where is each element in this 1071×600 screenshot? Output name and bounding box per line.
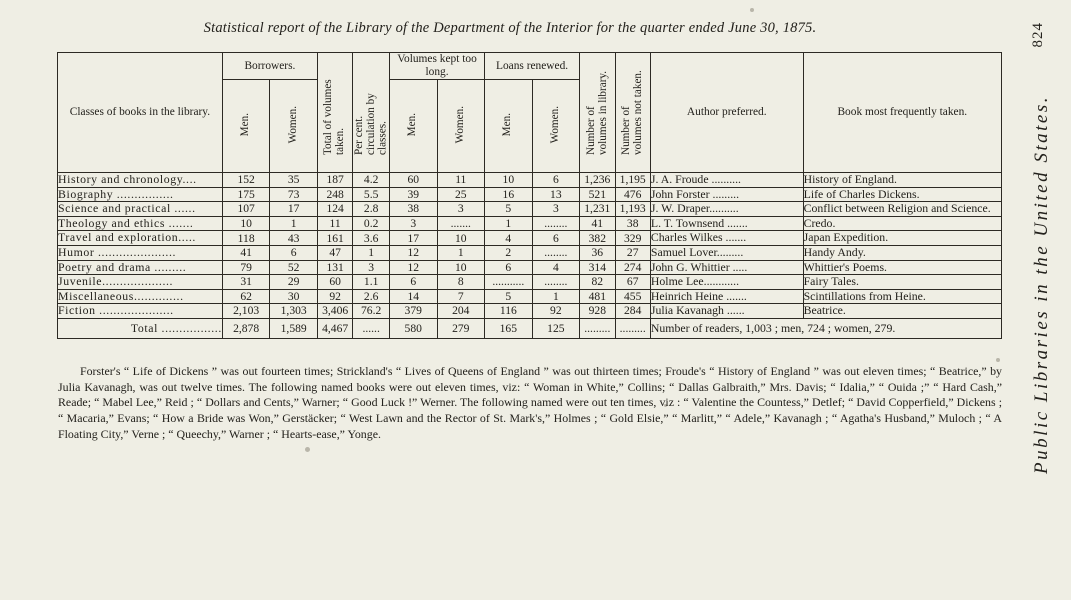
cell-total-kept-women: 279 [437, 318, 485, 339]
cell-borrowers-women: 17 [270, 202, 318, 217]
cell-total-renewed-women: 125 [532, 318, 580, 339]
table-head [58, 53, 1002, 173]
cell-book: Handy Andy. [803, 246, 1001, 261]
table-total-row [58, 318, 1002, 339]
running-head: Statistical report of the Library of the Department of the Interior for the quarter ended June 30, 1875. [203, 20, 817, 36]
cell-total-taken: 11 [317, 216, 352, 231]
cell-kept-women: 1 [437, 246, 485, 261]
cell-kept-men: 17 [389, 231, 437, 246]
cell-borrowers-men: 79 [222, 260, 270, 275]
cell-borrowers-men: 175 [222, 187, 270, 202]
cell-renewed-women: 4 [532, 260, 580, 275]
cell-total-summary: Number of readers, 1,003 ; men, 724 ; women, 279. [650, 318, 1001, 339]
cell-total-vols-not-taken: ......... [615, 318, 650, 339]
cell-renewed-women: 6 [532, 173, 580, 188]
cell-borrowers-men: 2,103 [222, 304, 270, 319]
cell-renewed-women: ........ [532, 246, 580, 261]
table-row [58, 202, 1002, 217]
cell-class: Poetry and drama ......... [58, 260, 223, 275]
cell-borrowers-women: 73 [270, 187, 318, 202]
table-row [58, 246, 1002, 261]
cell-renewed-men: 4 [485, 231, 533, 246]
col-header-total-volumes-taken: Total of volumes taken. [317, 53, 352, 173]
cell-kept-men: 60 [389, 173, 437, 188]
cell-renewed-women: ........ [532, 275, 580, 290]
side-running-title: Public Libraries in the United States. [1031, 95, 1052, 474]
cell-book: Conflict between Religion and Science. [803, 202, 1001, 217]
col-header-renewed-women: Women. [532, 80, 580, 173]
cell-renewed-women: 13 [532, 187, 580, 202]
cell-kept-men: 39 [389, 187, 437, 202]
cell-author: Samuel Lover......... [650, 246, 803, 261]
cell-per-cent: 0.2 [353, 216, 390, 231]
cell-vols-not-taken: 274 [615, 260, 650, 275]
cell-kept-women: 25 [437, 187, 485, 202]
cell-kept-men: 379 [389, 304, 437, 319]
cell-book: Beatrice. [803, 304, 1001, 319]
cell-vols-not-taken: 27 [615, 246, 650, 261]
cell-renewed-men: ........... [485, 275, 533, 290]
table-row [58, 173, 1002, 188]
cell-class: Theology and ethics ....... [58, 216, 223, 231]
cell-per-cent: 4.2 [353, 173, 390, 188]
cell-book: Scintillations from Heine. [803, 289, 1001, 304]
cell-class: Fiction ..................... [58, 304, 223, 319]
cell-per-cent: 5.5 [353, 187, 390, 202]
cell-total-taken: 3,406 [317, 304, 352, 319]
table-row [58, 187, 1002, 202]
cell-class: Humor ...................... [58, 246, 223, 261]
cell-per-cent: 2.8 [353, 202, 390, 217]
cell-per-cent: 1.1 [353, 275, 390, 290]
cell-borrowers-women: 30 [270, 289, 318, 304]
cell-renewed-men: 10 [485, 173, 533, 188]
cell-borrowers-men: 118 [222, 231, 270, 246]
cell-renewed-women: 92 [532, 304, 580, 319]
cell-vols-not-taken: 38 [615, 216, 650, 231]
table-row [58, 216, 1002, 231]
cell-class: Science and practical ...... [58, 202, 223, 217]
table-body [58, 173, 1002, 339]
paper-speck [996, 358, 1000, 362]
cell-renewed-men: 5 [485, 202, 533, 217]
cell-kept-men: 38 [389, 202, 437, 217]
cell-borrowers-men: 10 [222, 216, 270, 231]
cell-author: John Forster ......... [650, 187, 803, 202]
cell-total-taken: 47 [317, 246, 352, 261]
cell-kept-men: 12 [389, 246, 437, 261]
cell-total-taken: 131 [317, 260, 352, 275]
cell-class: History and chronology.... [58, 173, 223, 188]
paper-speck [305, 447, 310, 452]
cell-renewed-women: 3 [532, 202, 580, 217]
cell-vols-not-taken: 1,195 [615, 173, 650, 188]
cell-total-taken: 161 [317, 231, 352, 246]
cell-book: Whittier's Poems. [803, 260, 1001, 275]
col-header-volumes-in-library: Number of volumes in library. [580, 53, 615, 173]
cell-total-borrowers-men: 2,878 [222, 318, 270, 339]
cell-vols-in-library: 928 [580, 304, 615, 319]
statistical-table [57, 52, 1002, 339]
header-row-group [58, 53, 1002, 80]
cell-kept-women: 8 [437, 275, 485, 290]
cell-author: Heinrich Heine ....... [650, 289, 803, 304]
cell-author: J. W. Draper.......... [650, 202, 803, 217]
cell-vols-not-taken: 284 [615, 304, 650, 319]
cell-class: Travel and exploration..... [58, 231, 223, 246]
cell-vols-in-library: 1,236 [580, 173, 615, 188]
cell-class: Juvenile.................... [58, 275, 223, 290]
footnote-paragraph: Forster's “ Life of Dickens ” was out fourteen times; Strickland's “ Lives of Queens of England ” was out thirteen times; Froude's “ History of England ” was out eleven times; “ Beatrice,” by Julia Kavanagh, was out twelve times. The following named books were out eleven times, viz: “ Woman in White,” Collins; “ Dallas Galbraith,” Mrs. Davis; “ Idalia,” “ Ouida ;” “ Hard Cash,” Reade; “ Mabel Lee,” Reid ; “ Dollars and Cents,” Warner; “ Good Luck !” Werner. The following named were out ten times, viz : “ Valentine the Countess,” Detlef; “ David Copperfield,” Dickens ; “ Macaria,” Evans; “ How a Bride was Won,” Gerstäcker; “ West Lawn and the Rector of St. Mark's,” Holmes ; “ Gold Elsie,” “ Marlitt,” “ Adele,” Kavanagh ; “ Agatha's Husband,” Muloch ; “ A Floating City,” Verne ; “ Queechy,” Warner ; “ Hearts-ease,” Yonge. [58, 364, 1003, 441]
cell-borrowers-men: 152 [222, 173, 270, 188]
col-header-author-preferred: Author preferred. [650, 53, 803, 173]
cell-kept-men: 6 [389, 275, 437, 290]
table-row [58, 289, 1002, 304]
cell-vols-not-taken: 67 [615, 275, 650, 290]
cell-vols-in-library: 36 [580, 246, 615, 261]
table-row [58, 275, 1002, 290]
page-number: 824 [1030, 22, 1046, 48]
cell-vols-not-taken: 1,193 [615, 202, 650, 217]
cell-total-label: Total ................. [58, 318, 223, 339]
cell-vols-in-library: 1,231 [580, 202, 615, 217]
col-header-renewed-men: Men. [485, 80, 533, 173]
cell-kept-women: 3 [437, 202, 485, 217]
col-header-per-cent-circulation: Per cent. circulation by classes. [353, 53, 390, 173]
col-header-book-most-taken: Book most frequently taken. [803, 53, 1001, 173]
cell-class: Miscellaneous.............. [58, 289, 223, 304]
cell-author: J. A. Froude .......... [650, 173, 803, 188]
cell-borrowers-women: 6 [270, 246, 318, 261]
cell-book: History of England. [803, 173, 1001, 188]
cell-borrowers-women: 35 [270, 173, 318, 188]
col-header-volumes-not-taken: Number of volumes not taken. [615, 53, 650, 173]
cell-vols-in-library: 481 [580, 289, 615, 304]
cell-total-taken: 248 [317, 187, 352, 202]
cell-vols-not-taken: 455 [615, 289, 650, 304]
table-row [58, 304, 1002, 319]
cell-kept-men: 12 [389, 260, 437, 275]
table-row [58, 260, 1002, 275]
cell-total-taken: 187 [317, 173, 352, 188]
cell-borrowers-men: 62 [222, 289, 270, 304]
cell-vols-in-library: 314 [580, 260, 615, 275]
col-header-kept-women: Women. [437, 80, 485, 173]
cell-vols-in-library: 41 [580, 216, 615, 231]
cell-class: Biography ................ [58, 187, 223, 202]
cell-kept-women: ....... [437, 216, 485, 231]
cell-borrowers-women: 52 [270, 260, 318, 275]
cell-book: Japan Expedition. [803, 231, 1001, 246]
cell-total-taken: 92 [317, 289, 352, 304]
paper-speck [750, 8, 754, 12]
cell-kept-women: 11 [437, 173, 485, 188]
right-margin [1005, 0, 1065, 600]
cell-per-cent: 76.2 [353, 304, 390, 319]
cell-vols-in-library: 82 [580, 275, 615, 290]
cell-borrowers-women: 43 [270, 231, 318, 246]
table-row [58, 231, 1002, 246]
cell-borrowers-men: 31 [222, 275, 270, 290]
cell-vols-not-taken: 476 [615, 187, 650, 202]
cell-per-cent: 3.6 [353, 231, 390, 246]
cell-kept-men: 14 [389, 289, 437, 304]
cell-vols-in-library: 382 [580, 231, 615, 246]
cell-author: Julia Kavanagh ...... [650, 304, 803, 319]
col-header-classes: Classes of books in the library. [58, 53, 223, 173]
col-header-borrowers-women: Women. [270, 80, 318, 173]
cell-total-renewed-men: 165 [485, 318, 533, 339]
cell-kept-women: 10 [437, 260, 485, 275]
cell-total-taken: 124 [317, 202, 352, 217]
cell-renewed-men: 6 [485, 260, 533, 275]
cell-total-total-taken: 4,467 [317, 318, 352, 339]
cell-vols-not-taken: 329 [615, 231, 650, 246]
cell-per-cent: 2.6 [353, 289, 390, 304]
cell-total-taken: 60 [317, 275, 352, 290]
cell-per-cent: 3 [353, 260, 390, 275]
cell-renewed-women: 1 [532, 289, 580, 304]
cell-per-cent: 1 [353, 246, 390, 261]
col-header-borrowers-men: Men. [222, 80, 270, 173]
cell-borrowers-women: 1,303 [270, 304, 318, 319]
cell-renewed-men: 116 [485, 304, 533, 319]
col-header-kept-men: Men. [389, 80, 437, 173]
cell-renewed-men: 2 [485, 246, 533, 261]
cell-kept-women: 7 [437, 289, 485, 304]
cell-author: Holme Lee............ [650, 275, 803, 290]
cell-author: Charles Wilkes ....... [650, 231, 803, 246]
cell-total-kept-men: 580 [389, 318, 437, 339]
col-header-volumes-kept-too-long: Volumes kept too long. [389, 53, 484, 80]
cell-book: Life of Charles Dickens. [803, 187, 1001, 202]
cell-renewed-men: 5 [485, 289, 533, 304]
cell-borrowers-men: 41 [222, 246, 270, 261]
cell-total-vols-in-library: ......... [580, 318, 615, 339]
col-header-borrowers: Borrowers. [222, 53, 317, 80]
cell-renewed-men: 1 [485, 216, 533, 231]
cell-borrowers-men: 107 [222, 202, 270, 217]
cell-total-borrowers-women: 1,589 [270, 318, 318, 339]
cell-renewed-women: ........ [532, 216, 580, 231]
cell-total-per-cent: ...... [353, 318, 390, 339]
cell-renewed-men: 16 [485, 187, 533, 202]
cell-kept-men: 3 [389, 216, 437, 231]
cell-renewed-women: 6 [532, 231, 580, 246]
cell-author: L. T. Townsend ....... [650, 216, 803, 231]
statistical-table-wrapper [57, 52, 1002, 339]
cell-kept-women: 204 [437, 304, 485, 319]
cell-book: Fairy Tales. [803, 275, 1001, 290]
cell-book: Credo. [803, 216, 1001, 231]
cell-author: John G. Whittier ..... [650, 260, 803, 275]
cell-vols-in-library: 521 [580, 187, 615, 202]
cell-borrowers-women: 29 [270, 275, 318, 290]
cell-borrowers-women: 1 [270, 216, 318, 231]
col-header-loans-renewed: Loans renewed. [485, 53, 580, 80]
cell-kept-women: 10 [437, 231, 485, 246]
